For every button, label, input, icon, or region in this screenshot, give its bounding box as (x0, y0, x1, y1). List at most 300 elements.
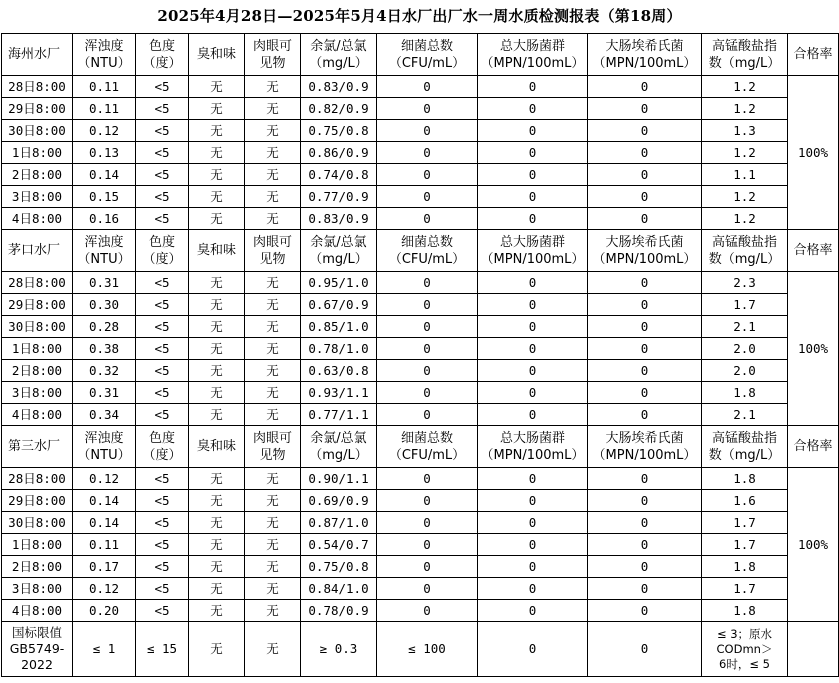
turbidity-value: 0.16 (73, 208, 136, 230)
visible-matter-value: 无 (245, 468, 301, 490)
chlorine-value: 0.83/0.9 (301, 76, 377, 98)
total-coliform-value: 0 (478, 338, 588, 360)
column-header-codmn (702, 426, 788, 468)
header-line: 总大肠菌群 (499, 234, 565, 250)
sample-time: 2日8:00 (2, 164, 73, 186)
chlorine-value: 0.93/1.1 (301, 382, 377, 404)
sample-time: 3日8:00 (2, 186, 73, 208)
sample-time: 28日8:00 (2, 468, 73, 490)
e-coli-value: 0 (588, 142, 702, 164)
limit-chlorine: ≥ 0.3 (301, 622, 377, 677)
bacteria-count-value: 0 (377, 294, 478, 316)
codmn-value: 1.7 (702, 534, 788, 556)
table-row (2, 294, 839, 316)
e-coli-value: 0 (588, 272, 702, 294)
header-line: 色度 (148, 38, 175, 54)
chlorine-value: 0.75/0.8 (301, 556, 377, 578)
standard-label-line: 2022 (21, 657, 53, 672)
sample-time: 30日8:00 (2, 316, 73, 338)
limit-codmn-line: CODmn＞ (716, 641, 773, 656)
odor-value: 无 (189, 556, 245, 578)
table-row (2, 98, 839, 120)
codmn-value: 1.2 (702, 142, 788, 164)
codmn-value: 1.3 (702, 120, 788, 142)
color-value: <5 (136, 164, 189, 186)
header-line: 高锰酸盐指 (711, 430, 777, 446)
e-coli-value: 0 (588, 578, 702, 600)
e-coli-value: 0 (588, 294, 702, 316)
header-line: （MPN/100mL） (592, 251, 697, 267)
column-header-visible-matter (245, 426, 301, 468)
codmn-value: 1.7 (702, 578, 788, 600)
column-header-pass-rate: 合格率 (788, 34, 839, 76)
chlorine-value: 0.84/1.0 (301, 578, 377, 600)
header-line: 高锰酸盐指 (711, 234, 777, 250)
total-coliform-value: 0 (478, 578, 588, 600)
sample-time: 4日8:00 (2, 208, 73, 230)
codmn-value: 1.2 (702, 208, 788, 230)
header-line: （MPN/100mL） (480, 55, 585, 71)
turbidity-value: 0.11 (73, 98, 136, 120)
codmn-value: 1.7 (702, 294, 788, 316)
table-row (2, 186, 839, 208)
visible-matter-value: 无 (245, 186, 301, 208)
bacteria-count-value: 0 (377, 490, 478, 512)
header-line: 余氯/总氯 (310, 234, 367, 250)
table-row (2, 600, 839, 622)
turbidity-value: 0.14 (73, 512, 136, 534)
chlorine-value: 0.75/0.8 (301, 120, 377, 142)
total-coliform-value: 0 (478, 534, 588, 556)
color-value: <5 (136, 186, 189, 208)
plant-name: 茅口水厂 (2, 230, 73, 272)
visible-matter-value: 无 (245, 338, 301, 360)
column-header-pass-rate: 合格率 (788, 426, 839, 468)
sample-time: 29日8:00 (2, 294, 73, 316)
turbidity-value: 0.38 (73, 338, 136, 360)
e-coli-value: 0 (588, 600, 702, 622)
visible-matter-value: 无 (245, 490, 301, 512)
limit-bacteria-count: ≤ 100 (377, 622, 478, 677)
bacteria-count-value: 0 (377, 316, 478, 338)
table-row (2, 534, 839, 556)
turbidity-value: 0.14 (73, 490, 136, 512)
header-line: （mg/L） (309, 55, 368, 71)
pass-rate-value: 100% (788, 468, 839, 622)
turbidity-value: 0.15 (73, 186, 136, 208)
bacteria-count-value: 0 (377, 272, 478, 294)
header-line: （度） (142, 55, 182, 71)
visible-matter-value: 无 (245, 142, 301, 164)
color-value: <5 (136, 600, 189, 622)
column-header-color (136, 426, 189, 468)
header-line: 总大肠菌群 (499, 430, 565, 446)
header-line: 臭和味 (196, 47, 236, 62)
total-coliform-value: 0 (478, 142, 588, 164)
column-header-odor (189, 230, 245, 272)
color-value: <5 (136, 316, 189, 338)
codmn-value: 1.8 (702, 382, 788, 404)
color-value: <5 (136, 468, 189, 490)
visible-matter-value: 无 (245, 534, 301, 556)
chlorine-value: 0.78/1.0 (301, 338, 377, 360)
header-line: （mg/L） (309, 251, 368, 267)
turbidity-value: 0.17 (73, 556, 136, 578)
odor-value: 无 (189, 98, 245, 120)
e-coli-value: 0 (588, 512, 702, 534)
e-coli-value: 0 (588, 316, 702, 338)
color-value: <5 (136, 338, 189, 360)
limit-e-coli: 0 (588, 622, 702, 677)
odor-value: 无 (189, 382, 245, 404)
total-coliform-value: 0 (478, 468, 588, 490)
limit-visible-matter: 无 (245, 622, 301, 677)
color-value: <5 (136, 98, 189, 120)
table-body (2, 34, 839, 677)
column-header-chlorine (301, 230, 377, 272)
codmn-value: 1.2 (702, 98, 788, 120)
e-coli-value: 0 (588, 534, 702, 556)
chlorine-value: 0.69/0.9 (301, 490, 377, 512)
header-line: 见物 (259, 251, 286, 267)
table-row (2, 142, 839, 164)
header-line: 浑浊度 (84, 430, 124, 446)
odor-value: 无 (189, 294, 245, 316)
total-coliform-value: 0 (478, 120, 588, 142)
visible-matter-value: 无 (245, 556, 301, 578)
chlorine-value: 0.86/0.9 (301, 142, 377, 164)
table-row (2, 208, 839, 230)
bacteria-count-value: 0 (377, 468, 478, 490)
color-value: <5 (136, 512, 189, 534)
total-coliform-value: 0 (478, 360, 588, 382)
column-header-color (136, 34, 189, 76)
visible-matter-value: 无 (245, 208, 301, 230)
sample-time: 4日8:00 (2, 404, 73, 426)
sample-time: 1日8:00 (2, 534, 73, 556)
chlorine-value: 0.85/1.0 (301, 316, 377, 338)
odor-value: 无 (189, 578, 245, 600)
e-coli-value: 0 (588, 120, 702, 142)
visible-matter-value: 无 (245, 316, 301, 338)
odor-value: 无 (189, 534, 245, 556)
header-line: 数（mg/L） (708, 251, 781, 267)
bacteria-count-value: 0 (377, 360, 478, 382)
bacteria-count-value: 0 (377, 120, 478, 142)
standard-label-line: GB5749- (9, 641, 65, 656)
column-header-visible-matter (245, 230, 301, 272)
header-line: 肉眼可 (252, 38, 292, 54)
total-coliform-value: 0 (478, 490, 588, 512)
header-line: 总大肠菌群 (499, 38, 565, 54)
odor-value: 无 (189, 404, 245, 426)
header-line: 臭和味 (196, 439, 236, 454)
total-coliform-value: 0 (478, 186, 588, 208)
header-line: 数（mg/L） (708, 447, 781, 463)
codmn-value: 1.2 (702, 76, 788, 98)
bacteria-count-value: 0 (377, 338, 478, 360)
chlorine-value: 0.83/0.9 (301, 208, 377, 230)
chlorine-value: 0.90/1.1 (301, 468, 377, 490)
color-value: <5 (136, 76, 189, 98)
sample-time: 2日8:00 (2, 360, 73, 382)
header-line: （度） (142, 251, 182, 267)
limit-odor: 无 (189, 622, 245, 677)
visible-matter-value: 无 (245, 272, 301, 294)
plant-header-row (2, 426, 839, 468)
sample-time: 3日8:00 (2, 578, 73, 600)
header-line: 高锰酸盐指 (711, 38, 777, 54)
sample-time: 1日8:00 (2, 142, 73, 164)
column-header-bacteria-count (377, 34, 478, 76)
visible-matter-value: 无 (245, 360, 301, 382)
header-line: （CFU/mL） (388, 251, 466, 267)
turbidity-value: 0.12 (73, 578, 136, 600)
odor-value: 无 (189, 360, 245, 382)
table-row (2, 512, 839, 534)
total-coliform-value: 0 (478, 98, 588, 120)
sample-time: 29日8:00 (2, 490, 73, 512)
column-header-odor (189, 426, 245, 468)
odor-value: 无 (189, 338, 245, 360)
pass-rate-value: 100% (788, 272, 839, 426)
codmn-value: 2.1 (702, 404, 788, 426)
header-line: 大肠埃希氏菌 (605, 234, 684, 250)
chlorine-value: 0.95/1.0 (301, 272, 377, 294)
visible-matter-value: 无 (245, 76, 301, 98)
water-quality-table (1, 33, 839, 677)
odor-value: 无 (189, 512, 245, 534)
column-header-visible-matter (245, 34, 301, 76)
plant-name: 第三水厂 (2, 426, 73, 468)
odor-value: 无 (189, 120, 245, 142)
visible-matter-value: 无 (245, 98, 301, 120)
header-line: 色度 (148, 234, 175, 250)
turbidity-value: 0.12 (73, 468, 136, 490)
limit-turbidity: ≤ 1 (73, 622, 136, 677)
column-header-color (136, 230, 189, 272)
sample-time: 4日8:00 (2, 600, 73, 622)
e-coli-value: 0 (588, 404, 702, 426)
header-line: 见物 (259, 55, 286, 71)
e-coli-value: 0 (588, 186, 702, 208)
chlorine-value: 0.63/0.8 (301, 360, 377, 382)
codmn-value: 1.6 (702, 490, 788, 512)
sample-time: 30日8:00 (2, 120, 73, 142)
chlorine-value: 0.78/0.9 (301, 600, 377, 622)
header-line: 臭和味 (196, 243, 236, 258)
table-row (2, 316, 839, 338)
visible-matter-value: 无 (245, 382, 301, 404)
color-value: <5 (136, 578, 189, 600)
bacteria-count-value: 0 (377, 208, 478, 230)
turbidity-value: 0.12 (73, 120, 136, 142)
header-line: 细菌总数 (400, 38, 453, 54)
e-coli-value: 0 (588, 76, 702, 98)
color-value: <5 (136, 272, 189, 294)
standard-label (2, 622, 73, 677)
color-value: <5 (136, 404, 189, 426)
color-value: <5 (136, 490, 189, 512)
header-line: （MPN/100mL） (592, 55, 697, 71)
visible-matter-value: 无 (245, 294, 301, 316)
turbidity-value: 0.20 (73, 600, 136, 622)
header-line: 肉眼可 (252, 234, 292, 250)
visible-matter-value: 无 (245, 120, 301, 142)
odor-value: 无 (189, 186, 245, 208)
chlorine-value: 0.82/0.9 (301, 98, 377, 120)
table-row (2, 120, 839, 142)
column-header-codmn (702, 34, 788, 76)
sample-time: 2日8:00 (2, 556, 73, 578)
sample-time: 28日8:00 (2, 76, 73, 98)
column-header-bacteria-count (377, 230, 478, 272)
table-row (2, 382, 839, 404)
color-value: <5 (136, 142, 189, 164)
bacteria-count-value: 0 (377, 382, 478, 404)
header-line: 余氯/总氯 (310, 430, 367, 446)
header-line: 大肠埃希氏菌 (605, 430, 684, 446)
total-coliform-value: 0 (478, 294, 588, 316)
column-header-e-coli (588, 230, 702, 272)
bacteria-count-value: 0 (377, 76, 478, 98)
sample-time: 3日8:00 (2, 382, 73, 404)
codmn-value: 1.2 (702, 186, 788, 208)
header-line: 数（mg/L） (708, 55, 781, 71)
limit-codmn-line: ≤ 3；原水 (716, 626, 773, 641)
turbidity-value: 0.31 (73, 272, 136, 294)
e-coli-value: 0 (588, 164, 702, 186)
odor-value: 无 (189, 76, 245, 98)
column-header-e-coli (588, 34, 702, 76)
header-line: （CFU/mL） (388, 447, 466, 463)
header-line: （mg/L） (309, 447, 368, 463)
e-coli-value: 0 (588, 98, 702, 120)
bacteria-count-value: 0 (377, 556, 478, 578)
column-header-odor (189, 34, 245, 76)
total-coliform-value: 0 (478, 404, 588, 426)
bacteria-count-value: 0 (377, 404, 478, 426)
standard-limits-row (2, 622, 839, 677)
total-coliform-value: 0 (478, 382, 588, 404)
odor-value: 无 (189, 468, 245, 490)
total-coliform-value: 0 (478, 208, 588, 230)
bacteria-count-value: 0 (377, 534, 478, 556)
e-coli-value: 0 (588, 490, 702, 512)
codmn-value: 1.7 (702, 512, 788, 534)
visible-matter-value: 无 (245, 164, 301, 186)
odor-value: 无 (189, 142, 245, 164)
limit-codmn-line: 6时，≤ 5 (719, 656, 770, 671)
visible-matter-value: 无 (245, 512, 301, 534)
plant-name: 海州水厂 (2, 34, 73, 76)
column-header-total-coliform (478, 230, 588, 272)
header-line: 肉眼可 (252, 430, 292, 446)
codmn-value: 2.0 (702, 360, 788, 382)
color-value: <5 (136, 534, 189, 556)
sample-time: 30日8:00 (2, 512, 73, 534)
column-header-total-coliform (478, 426, 588, 468)
column-header-e-coli (588, 426, 702, 468)
limit-total-coliform: 0 (478, 622, 588, 677)
codmn-value: 1.1 (702, 164, 788, 186)
total-coliform-value: 0 (478, 164, 588, 186)
bacteria-count-value: 0 (377, 578, 478, 600)
table-row (2, 556, 839, 578)
header-line: （MPN/100mL） (480, 447, 585, 463)
column-header-turbidity (73, 426, 136, 468)
odor-value: 无 (189, 600, 245, 622)
codmn-value: 1.8 (702, 556, 788, 578)
table-row (2, 272, 839, 294)
chlorine-value: 0.77/0.9 (301, 186, 377, 208)
header-line: （NTU） (77, 55, 131, 71)
header-line: 见物 (259, 447, 286, 463)
sample-time: 28日8:00 (2, 272, 73, 294)
turbidity-value: 0.28 (73, 316, 136, 338)
bacteria-count-value: 0 (377, 512, 478, 534)
codmn-value: 2.1 (702, 316, 788, 338)
odor-value: 无 (189, 164, 245, 186)
table-row (2, 360, 839, 382)
table-row (2, 468, 839, 490)
header-line: （MPN/100mL） (480, 251, 585, 267)
color-value: <5 (136, 382, 189, 404)
total-coliform-value: 0 (478, 76, 588, 98)
table-row (2, 404, 839, 426)
table-row (2, 164, 839, 186)
e-coli-value: 0 (588, 208, 702, 230)
column-header-chlorine (301, 34, 377, 76)
bacteria-count-value: 0 (377, 186, 478, 208)
visible-matter-value: 无 (245, 578, 301, 600)
bacteria-count-value: 0 (377, 98, 478, 120)
header-line: 细菌总数 (400, 430, 453, 446)
column-header-turbidity (73, 230, 136, 272)
header-line: （NTU） (77, 251, 131, 267)
column-header-bacteria-count (377, 426, 478, 468)
turbidity-value: 0.31 (73, 382, 136, 404)
color-value: <5 (136, 360, 189, 382)
column-header-pass-rate: 合格率 (788, 230, 839, 272)
header-line: （MPN/100mL） (592, 447, 697, 463)
total-coliform-value: 0 (478, 556, 588, 578)
sample-time: 1日8:00 (2, 338, 73, 360)
visible-matter-value: 无 (245, 404, 301, 426)
table-row (2, 578, 839, 600)
total-coliform-value: 0 (478, 512, 588, 534)
turbidity-value: 0.14 (73, 164, 136, 186)
header-line: （NTU） (77, 447, 131, 463)
column-header-turbidity (73, 34, 136, 76)
color-value: <5 (136, 294, 189, 316)
e-coli-value: 0 (588, 556, 702, 578)
header-line: （CFU/mL） (388, 55, 466, 71)
bacteria-count-value: 0 (377, 164, 478, 186)
color-value: <5 (136, 556, 189, 578)
odor-value: 无 (189, 490, 245, 512)
header-line: 余氯/总氯 (310, 38, 367, 54)
limit-pass-rate (788, 622, 839, 677)
color-value: <5 (136, 208, 189, 230)
plant-header-row (2, 34, 839, 76)
chlorine-value: 0.54/0.7 (301, 534, 377, 556)
codmn-value: 2.0 (702, 338, 788, 360)
e-coli-value: 0 (588, 338, 702, 360)
odor-value: 无 (189, 208, 245, 230)
total-coliform-value: 0 (478, 316, 588, 338)
turbidity-value: 0.34 (73, 404, 136, 426)
